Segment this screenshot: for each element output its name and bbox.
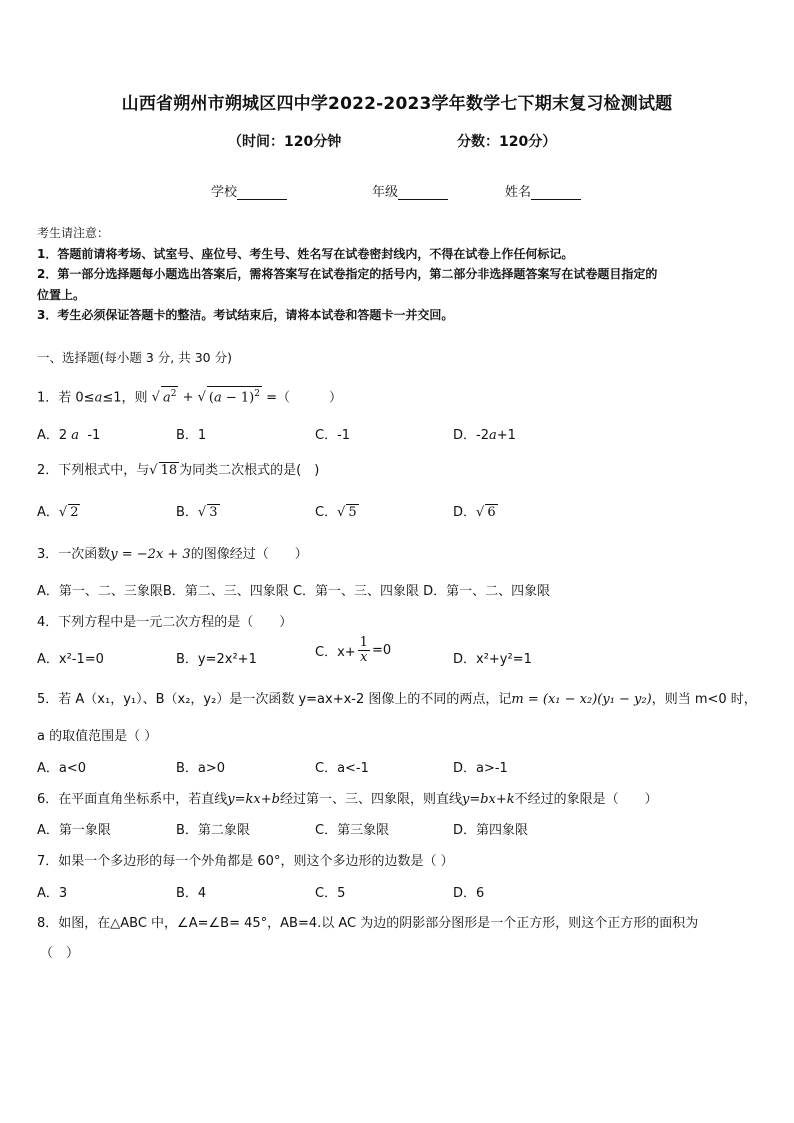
- note-item: 2．第一部分选择题每小题选出答案后，需将答案写在试卷指定的括号内，第二部分非选择题答案写在试卷题目指定的: [37, 267, 658, 281]
- question-2: 2．下列根式中，与√ 18 为同类二次根式的是( ): [37, 463, 320, 478]
- q4-option-d: D．x²+y²=1: [453, 652, 532, 667]
- question-5-line2: a 的取值范围是（ ）: [37, 729, 158, 744]
- note-item: 1．答题前请将考场、试室号、座位号、考生号、姓名写在试卷密封线内，不得在试卷上作任何标记。: [37, 246, 574, 261]
- section-heading: 一、选择题(每小题 3 分, 共 30 分): [37, 350, 232, 365]
- school-field: [211, 181, 287, 200]
- school-blank: [237, 185, 287, 200]
- q5-option-d: D．a>-1: [453, 761, 508, 776]
- q5-option-a: A．a<0: [37, 761, 87, 776]
- name-field: [505, 181, 581, 200]
- q1-option-c: C．-1: [315, 428, 351, 443]
- question-8-line2: （ ）: [40, 946, 80, 961]
- q2-radicand: 18: [160, 463, 178, 478]
- question-8: 8．如图，在△ABC 中，∠A=∠B= 45°，AB=4.以 AC 为边的阴影部分图形是一个正方形，则这个正方形的面积为: [37, 916, 699, 931]
- notes-heading: 考生请注意：: [37, 226, 110, 240]
- question-3: 3．一次函数y = −2x + 3的图像经过（ ）: [37, 547, 308, 562]
- q4-option-a: A．x²-1=0: [37, 652, 104, 667]
- q1-option-b: B．1: [176, 428, 207, 443]
- question-1: [37, 386, 342, 405]
- q6-option-b: B．第二象限: [176, 823, 250, 838]
- q1-mid: ≤1，则: [102, 390, 148, 406]
- grade-label: 年级: [372, 185, 399, 200]
- question-5: 5．若 A（x₁，y₁）、B（x₂，y₂）是一次函数 y=ax+x-2 图像上的不同的两点，记m = (x₁ − x₂)(y₁ − y₂)，则当 m<0 时，: [37, 692, 757, 707]
- q2-suffix: 为同类二次根式的是( ): [179, 463, 320, 478]
- q3-expression: y = −2x + 3: [110, 547, 191, 562]
- name-label: 姓名: [505, 185, 532, 200]
- q2-option-c: C．√ 5: [315, 505, 357, 520]
- q1-prefix: 1．若 0≤: [37, 390, 95, 406]
- page-title: 山西省朔州市朔城区四中学2022-2023学年数学七下期末复习检测试题: [121, 94, 673, 114]
- q2-prefix: 2．下列根式中，与: [37, 463, 150, 478]
- q5-option-b: B．a>0: [176, 761, 226, 776]
- q6-option-c: C．第三象限: [315, 823, 390, 838]
- name-blank: [531, 185, 581, 200]
- q2-option-b: B．√ 3: [176, 505, 218, 520]
- grade-blank: [398, 185, 448, 200]
- q4-option-b: B．y=2x²+1: [176, 652, 257, 667]
- q1-formula: √ $a^2$ + √ $(a - 1)^2$: [152, 390, 262, 405]
- q7-option-c: C．5: [315, 886, 346, 901]
- exam-score: 分数：120分）: [457, 134, 557, 150]
- note-item: 3．考生必须保证答题卡的整洁。考试结束后，请将本试卷和答题卡一并交回。: [37, 308, 454, 322]
- note-item: 位置上。: [37, 287, 86, 302]
- q2-option-a: A．√ 2: [37, 505, 79, 520]
- exam-notes: [37, 223, 762, 326]
- q1-option-a: A．2 a -1: [37, 428, 101, 443]
- q1-option-d: D．-2a+1: [453, 428, 516, 443]
- question-6: 6．在平面直角坐标系中，若直线y=kx+b经过第一、三、四象限，则直线y=bx+k不经过的象限是（ ）: [37, 792, 658, 807]
- q7-option-b: B．4: [176, 886, 207, 901]
- q5-expression: m = (x₁ − x₂)(y₁ − y₂): [511, 692, 652, 707]
- q3-options: A．第一、二、三象限B．第二、三、四象限 C．第一、三、四象限 D．第一、二、四象限: [37, 584, 551, 599]
- exam-time: （时间：120分钟: [228, 134, 342, 150]
- q2-option-d: D．√ 6: [453, 505, 496, 520]
- question-4: 4．下列方程中是一元二次方程的是（ ）: [37, 615, 293, 630]
- q1-var: a: [94, 390, 103, 406]
- q1-suffix: =（ ）: [266, 390, 343, 406]
- q6-option-a: A．第一象限: [37, 823, 111, 838]
- q5-option-c: C．a<-1: [315, 761, 369, 776]
- q6-option-d: D．第四象限: [453, 823, 529, 838]
- grade-field: [372, 181, 448, 200]
- question-7: 7．如果一个多边形的每一个外角都是 60°，则这个多边形的边数是（ ）: [37, 854, 454, 869]
- school-label: 学校: [211, 185, 238, 200]
- q7-option-d: D．6: [453, 886, 485, 901]
- q4-option-c: C．x+ $\frac{1}{x}$ =0: [315, 635, 392, 665]
- q7-option-a: A．3: [37, 886, 68, 901]
